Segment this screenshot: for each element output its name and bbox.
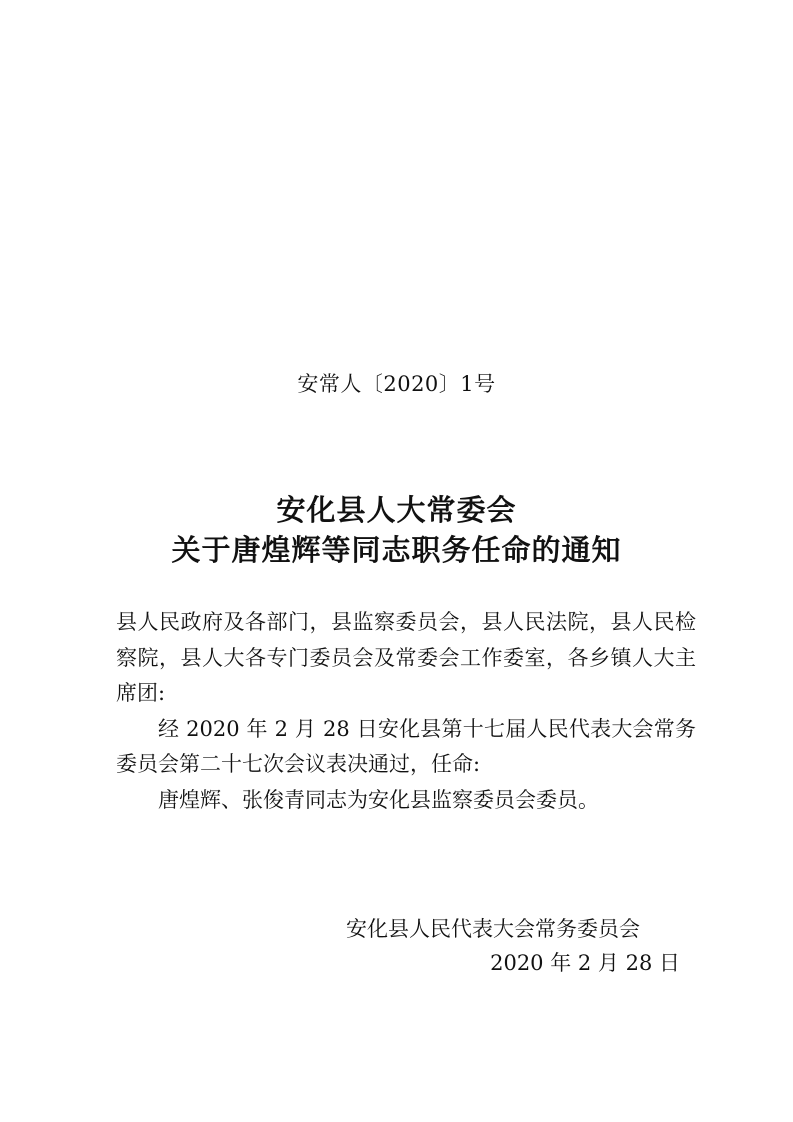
title-line-1: 安化县人大常委会: [276, 493, 517, 527]
document-body: [116, 605, 696, 818]
title-line-2: 关于唐煌辉等同志职务任命的通知: [171, 533, 622, 567]
body-paragraph-appointment: 唐煌辉、张俊青同志为安化县监察委员会委员。: [158, 787, 599, 812]
body-paragraph-decision: 经 2020 年 2 月 28 日安化县第十七届人民代表大会常务委员会第二十七次会议表决通过，任命:: [116, 716, 696, 776]
document-title: [0, 490, 793, 570]
signature-date: 2020 年 2 月 28 日: [490, 951, 680, 975]
addressee-paragraph: 县人民政府及各部门，县监察委员会，县人民法院，县人民检察院，县人大各专门委员会及常委会工作委室，各乡镇人大主席团:: [116, 610, 696, 705]
signature-organization: 安化县人民代表大会常务委员会: [346, 917, 640, 941]
signature-block: [0, 912, 680, 980]
document-number: 安常人〔2020〕1号: [297, 372, 496, 396]
